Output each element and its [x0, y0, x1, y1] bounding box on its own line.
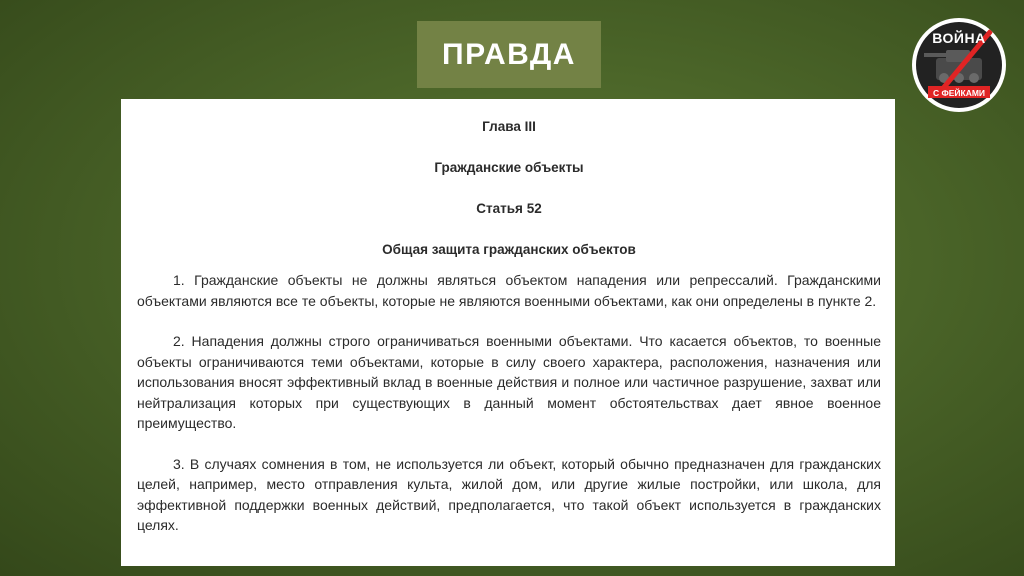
verdict-label-text: ПРАВДА [442, 37, 576, 71]
chapter-title: Гражданские объекты [434, 160, 584, 175]
logo [912, 18, 1006, 112]
logo-wheel [969, 73, 979, 83]
article-title: Общая защита гражданских объектов [382, 242, 636, 257]
paragraph: 3. В случаях сомнения в том, не используется ли объект, который обычно предназначен для гражданских целей, например, место отправления культа, жилой дом, или другие жилые постройки, или школа, для эффективной поддержки военных действий, предполагается, что такой объект используется в гражданских целях. [137, 455, 881, 533]
logo-tank-barrel [924, 53, 950, 57]
logo-top-text: ВОЙНА [932, 30, 986, 46]
paragraph: 1. Гражданские объекты не должны являться объектом нападения или репрессалий. Гражданскими объектами являются все те объекты, которые не являются военными объектами, как они определены в пункте 2. [137, 272, 881, 309]
article-heading: Статья 52 [476, 201, 542, 216]
verdict-label [417, 21, 601, 88]
logo-bottom-text: С ФЕЙКАМИ [932, 88, 986, 98]
document-panel [121, 99, 895, 566]
chapter-heading: Глава III [482, 119, 536, 134]
paragraph: 2. Нападения должны строго ограничиваться военными объектами. Что касается объектов, то военные объекты ограничиваются теми объектами, которые в силу своего характера, расположения, назначения или использования вносят эффективный вклад в военные действия и полное или частичное разрушение, захват или нейтрализация которых при существующих в данный момент обстоятельствах дает явное военное преимущество. [137, 333, 881, 431]
